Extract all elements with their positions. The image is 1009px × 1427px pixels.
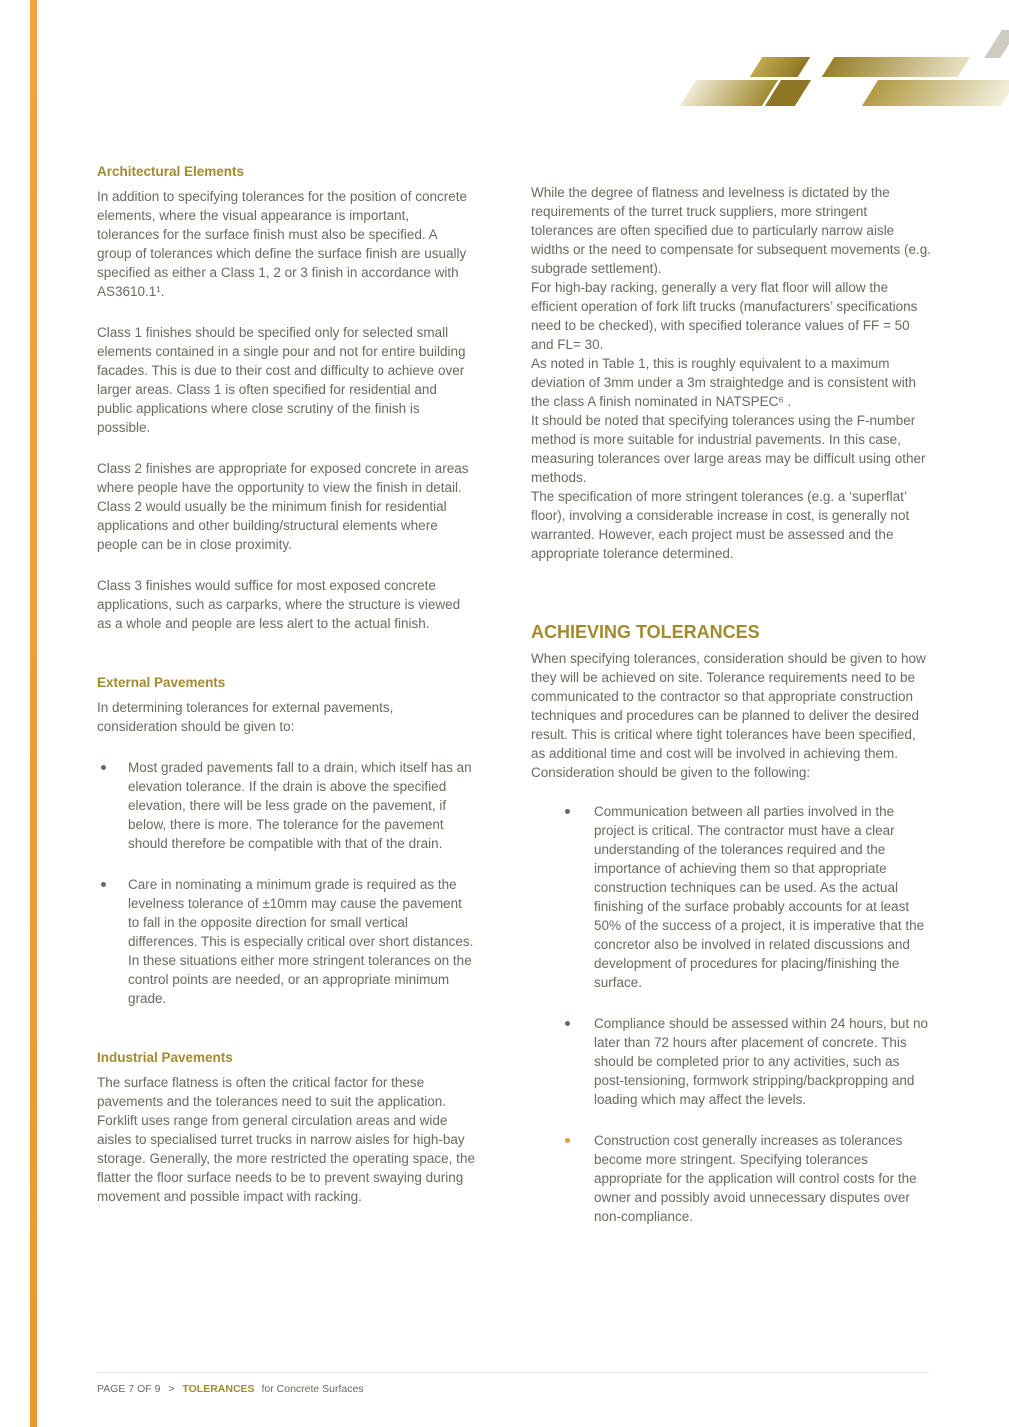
paragraph: The specification of more stringent tolerances (e.g. a ‘superflat’ floor), involving a considerable increase in cost, is generally not warranted. However, each project must be assessed and the appropriate tolerance determined.	[531, 489, 910, 561]
bullet-icon	[565, 809, 570, 814]
decoration-parallelogram	[680, 80, 778, 106]
paragraph: In determining tolerances for external pavements, consideration should be given to:	[97, 700, 394, 734]
footer-separator: >	[168, 1383, 175, 1395]
decoration-parallelogram	[750, 57, 810, 77]
paragraph: When specifying tolerances, consideration should be given to how they will be achieved on site. Tolerance requirements need to be communicated to the contractor so that appropriate construction techniques and procedures can be planned to deliver the desired result. This is critical where tight tolerances have been specified, as additional time and cost will be involved in achieving them.	[531, 651, 926, 761]
left-accent-stripe	[30, 0, 37, 1427]
paragraph: For high-bay racking, generally a very flat floor will allow the efficient operation of fork lift trucks (manufacturers’ specifications need to be checked), with specified tolerance values of FF = 50 and FL= 30.	[531, 280, 918, 352]
paragraph: While the degree of flatness and levelness is dictated by the requirements of the turret truck suppliers, more stringent tolerances are often specified due to particularly narrow aisle widths or the need to compensate for subsequent movements (e.g. subgrade settlement).	[531, 185, 931, 276]
bullet-icon	[101, 882, 106, 887]
paragraph: In addition to specifying tolerances for the position of concrete elements, where the visual appearance is important, tolerances for the surface finish must also be specified. A group of tolerances which define the surface finish are usually specified as either a Class 1, 2 or 3 finish in accordance with AS3610.1¹.	[97, 189, 467, 299]
list-item	[97, 875, 475, 1008]
paragraph: The surface flatness is often the critical factor for these pavements and the tolerances need to suit the application. Forklift uses range from general circulation areas and wide aisles to specialised turret trucks in narrow aisles for high-bay storage. Generally, the more restricted the operating space, the flatter the floor surface needs to be to prevent swaying during movement and possible impact with racking.	[97, 1075, 475, 1204]
footer-page-label: PAGE 7 OF 9	[97, 1383, 161, 1395]
decoration-parallelogram	[984, 30, 1009, 58]
external-pavements-list	[97, 758, 475, 1008]
paragraph: As noted in Table 1, this is roughly equivalent to a maximum deviation of 3mm under a 3m straightedge and is consistent with the class A finish nominated in NATSPEC⁶ .	[531, 356, 916, 409]
list-item	[97, 758, 475, 853]
paragraph: Class 2 finishes are appropriate for exposed concrete in areas where people have the opportunity to view the finish in detail. Class 2 would usually be the minimum finish for residential applications and other building/structural elements where people can be in close proximity.	[97, 461, 469, 552]
industrial-pavements-continued	[531, 183, 931, 563]
paragraph: It should be noted that specifying tolerances using the F-number method is more suitable for industrial pavements. In this case, measuring tolerances over large areas may be difficult using other methods.	[531, 413, 926, 485]
bullet-text: Care in nominating a minimum grade is required as the levelness tolerance of ±10mm may cause the pavement to fall in the opposite direction for small vertical differences. This is especially critical over short distances. In these situations either more stringent tolerances on the control points are needed, or an appropriate minimum grade.	[128, 877, 474, 1006]
footer-doc-subtitle: for Concrete Surfaces	[261, 1383, 364, 1395]
paragraph: Consideration should be given to the following:	[531, 765, 811, 780]
bullet-icon	[565, 1138, 570, 1143]
right-column	[531, 183, 931, 1248]
footer-doc-title: TOLERANCES	[182, 1383, 255, 1395]
section-heading-architectural-elements: Architectural Elements	[97, 164, 245, 179]
bullet-icon	[101, 765, 106, 770]
section-heading-achieving-tolerances: ACHIEVING TOLERANCES	[531, 622, 760, 642]
decoration-parallelogram	[822, 57, 970, 77]
bullet-text: Communication between all parties involved in the project is critical. The contractor must have a clear understanding of the tolerances required and the importance of achieving them so that appropriate construction techniques can be used. As the actual finishing of the surface probably accounts for at least 50% of the success of a project, it is imperative that the concretor also be involved in related discussions and development of procedures for placing/finishing the surface.	[594, 804, 925, 990]
page-footer	[97, 1382, 364, 1396]
section-heading-industrial-pavements: Industrial Pavements	[97, 1050, 233, 1065]
paragraph: Class 1 finishes should be specified only for selected small elements contained in a single pour and not for entire building facades. This is due to their cost and difficulty to achieve over larger areas. Class 1 is often specified for residential and public applications where close scrutiny of the finish is possible.	[97, 325, 466, 435]
decoration-parallelogram	[862, 80, 1009, 106]
achieving-tolerances-intro	[531, 649, 931, 782]
list-item	[531, 1131, 931, 1226]
bullet-text: Construction cost generally increases as tolerances become more stringent. Specifying tolerances appropriate for the application will control costs for the owner and possibly avoid unnecessary disputes over non-compliance.	[594, 1133, 917, 1224]
achieving-tolerances-list	[531, 802, 931, 1226]
footer-divider	[97, 1372, 929, 1373]
list-item	[531, 1014, 931, 1109]
list-item	[531, 802, 931, 992]
left-column	[97, 162, 475, 1228]
section-heading-external-pavements: External Pavements	[97, 675, 226, 690]
paragraph: Class 3 finishes would suffice for most exposed concrete applications, such as carparks, where the structure is viewed as a whole and people are less alert to the actual finish.	[97, 578, 461, 631]
bullet-text: Compliance should be assessed within 24 hours, but no later than 72 hours after placement of concrete. This should be completed prior to any activities, such as post-tensioning, formwork stripping/backpropping and loading which may affect the levels.	[594, 1016, 928, 1107]
bullet-icon	[565, 1021, 570, 1026]
bullet-text: Most graded pavements fall to a drain, which itself has an elevation tolerance. If the drain is above the specified elevation, there will be less grade on the pavement, if below, there is more. The tolerance for the pavement should therefore be compatible with that of the drain.	[128, 760, 472, 851]
